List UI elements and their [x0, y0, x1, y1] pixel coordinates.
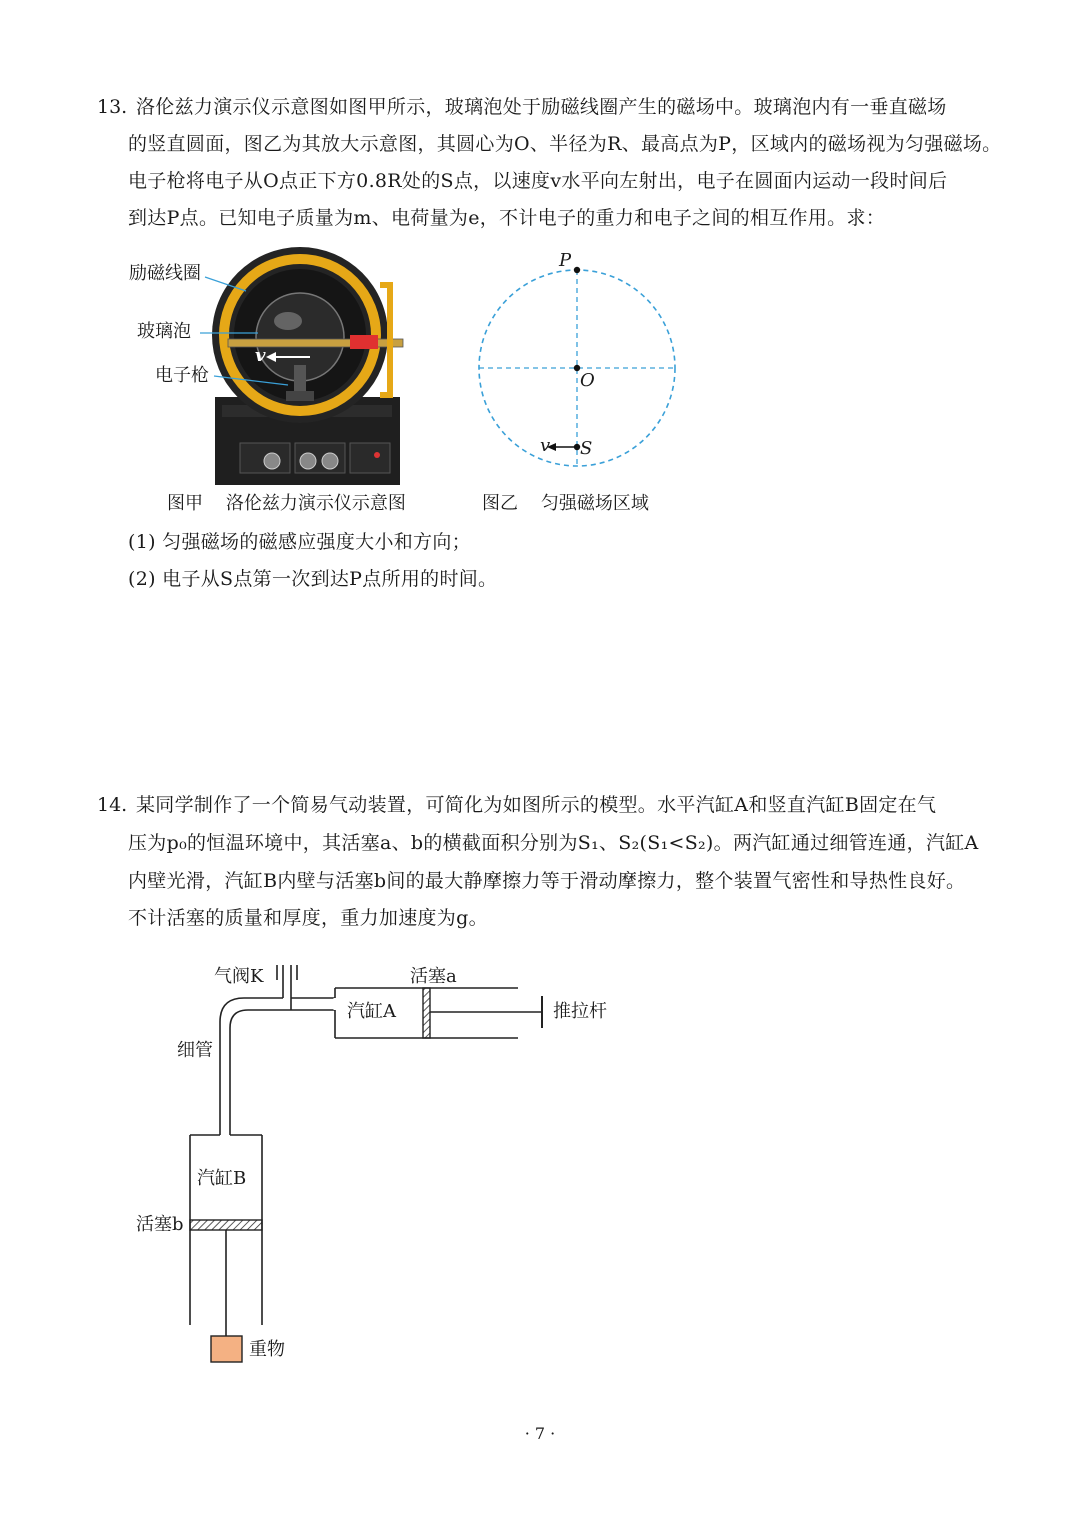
label-weight: 重物 [249, 1339, 285, 1360]
label-s: S [580, 438, 593, 459]
q14-line-4: 不计活塞的质量和厚度，重力加速度为g。 [128, 907, 488, 929]
lorentz-apparatus-figure [200, 245, 500, 495]
fig-a-label-coil: 励磁线圈 [129, 263, 201, 284]
q13-line-4: 到达P点。已知电子质量为m、电荷量为e，不计电子的重力和电子之间的相互作用。求： [128, 207, 886, 229]
label-p: P [559, 250, 572, 271]
label-piston-b: 活塞b [136, 1214, 184, 1235]
q14-number: 14. [97, 794, 128, 816]
label-cylinder-b: 汽缸B [197, 1168, 247, 1189]
q13-line-1: 洛伦兹力演示仪示意图如图甲所示，玻璃泡处于励磁线圈产生的磁场中。玻璃泡内有一垂直磁场 [136, 96, 947, 118]
q14-line-3: 内壁光滑，汽缸B内壁与活塞b间的最大静摩擦力等于滑动摩擦力，整个装置气密性和导热性良好。 [128, 870, 966, 892]
q13-sub-2: (2) 电子从S点第一次到达P点所用的时间。 [128, 568, 498, 590]
weight-block [211, 1336, 242, 1362]
label-piston-a: 活塞a [410, 966, 457, 987]
q13-number: 13. [97, 96, 128, 118]
point-p [574, 267, 580, 273]
label-v: v [540, 435, 551, 456]
page-number: · 7 · [524, 1424, 556, 1443]
fig-a-label-bulb: 玻璃泡 [137, 321, 191, 342]
fig-a-label-gun: 电子枪 [155, 365, 209, 386]
label-tube: 细管 [177, 1040, 213, 1061]
q14-line-2: 压为p₀的恒温环境中，其活塞a、b的横截面积分别为S₁、S₂(S₁<S₂)。两汽缸通过细管连通，汽缸A [128, 832, 979, 854]
piston-b [190, 1220, 262, 1230]
label-o: O [580, 370, 595, 391]
piston-a [423, 988, 430, 1038]
knob-2 [300, 453, 316, 469]
fig-b-caption: 图乙 匀强磁场区域 [482, 493, 649, 514]
knob-3 [322, 453, 338, 469]
label-valve-k: 气阀K [214, 966, 264, 987]
q13-line-3: 电子枪将电子从O点正下方0.8R处的S点，以速度v水平向左射出，电子在圆面内运动一段时间后 [128, 170, 948, 192]
field-region-figure [467, 258, 687, 478]
knob-1 [264, 453, 280, 469]
fig-a-v-label: v [255, 345, 266, 366]
label-push-rod: 推拉杆 [553, 1001, 607, 1022]
q13-sub-1: (1) 匀强磁场的磁感应强度大小和方向； [128, 531, 471, 553]
label-cylinder-a: 汽缸A [347, 1001, 396, 1022]
q13-line-2: 的竖直圆面，图乙为其放大示意图，其圆心为O、半径为R、最高点为P，区域内的磁场视为匀强磁场。 [128, 133, 1002, 155]
fig-a-caption: 图甲 洛伦兹力演示仪示意图 [167, 493, 406, 514]
q14-line-1: 某同学制作了一个简易气动装置，可简化为如图所示的模型。水平汽缸A和竖直汽缸B固定在气 [136, 794, 937, 816]
